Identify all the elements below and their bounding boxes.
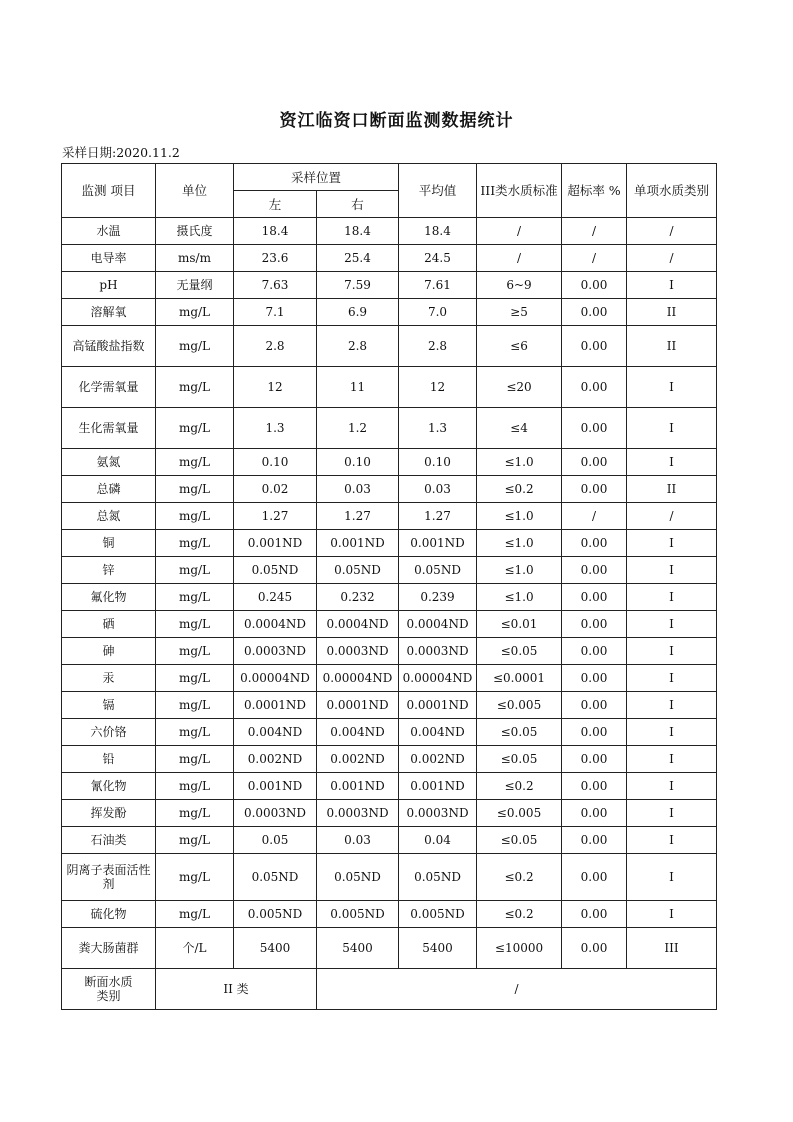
category-cell: I <box>627 611 717 638</box>
standard-cell: ≤1.0 <box>477 503 562 530</box>
category-cell: I <box>627 719 717 746</box>
right-value-cell: 0.0001ND <box>317 692 399 719</box>
table-row <box>62 299 717 326</box>
exceed-rate-cell: 0.00 <box>562 638 627 665</box>
average-cell: 0.005ND <box>399 901 477 928</box>
category-cell: I <box>627 800 717 827</box>
category-cell: I <box>627 665 717 692</box>
item-cell: 汞 <box>62 665 156 692</box>
item-cell: 溶解氧 <box>62 299 156 326</box>
left-value-cell: 0.002ND <box>234 746 317 773</box>
table-row <box>62 928 717 969</box>
left-value-cell: 1.27 <box>234 503 317 530</box>
standard-cell: / <box>477 218 562 245</box>
standard-cell: / <box>477 245 562 272</box>
unit-cell: mg/L <box>156 665 234 692</box>
left-value-cell: 1.3 <box>234 408 317 449</box>
category-cell: I <box>627 272 717 299</box>
exceed-rate-cell: / <box>562 218 627 245</box>
category-cell: I <box>627 408 717 449</box>
average-cell: 0.239 <box>399 584 477 611</box>
average-cell: 18.4 <box>399 218 477 245</box>
header-right: 右 <box>317 191 399 218</box>
unit-cell: mg/L <box>156 746 234 773</box>
table-row <box>62 367 717 408</box>
table-row <box>62 408 717 449</box>
exceed-rate-cell: 0.00 <box>562 557 627 584</box>
category-cell: II <box>627 326 717 367</box>
standard-cell: ≤0.0001 <box>477 665 562 692</box>
table-row <box>62 611 717 638</box>
table-row <box>62 326 717 367</box>
standard-cell: ≤0.2 <box>477 476 562 503</box>
table-row <box>62 218 717 245</box>
left-value-cell: 0.00004ND <box>234 665 317 692</box>
average-cell: 1.27 <box>399 503 477 530</box>
standard-cell: ≤1.0 <box>477 584 562 611</box>
exceed-rate-cell: 0.00 <box>562 299 627 326</box>
average-cell: 0.001ND <box>399 530 477 557</box>
right-value-cell: 6.9 <box>317 299 399 326</box>
table-row <box>62 272 717 299</box>
unit-cell: mg/L <box>156 557 234 584</box>
category-cell: I <box>627 584 717 611</box>
table-row <box>62 557 717 584</box>
exceed-rate-cell: / <box>562 245 627 272</box>
item-cell: 电导率 <box>62 245 156 272</box>
unit-cell: mg/L <box>156 719 234 746</box>
item-cell: 化学需氧量 <box>62 367 156 408</box>
right-value-cell: 0.0003ND <box>317 800 399 827</box>
left-value-cell: 0.0004ND <box>234 611 317 638</box>
exceed-rate-cell: 0.00 <box>562 611 627 638</box>
exceed-rate-cell: 0.00 <box>562 901 627 928</box>
item-cell: 氟化物 <box>62 584 156 611</box>
table-row <box>62 665 717 692</box>
left-value-cell: 18.4 <box>234 218 317 245</box>
item-cell: 六价铬 <box>62 719 156 746</box>
exceed-rate-cell: 0.00 <box>562 530 627 557</box>
right-value-cell: 0.232 <box>317 584 399 611</box>
right-value-cell: 0.00004ND <box>317 665 399 692</box>
left-value-cell: 0.05ND <box>234 557 317 584</box>
right-value-cell: 25.4 <box>317 245 399 272</box>
category-cell: II <box>627 299 717 326</box>
right-value-cell: 5400 <box>317 928 399 969</box>
right-value-cell: 18.4 <box>317 218 399 245</box>
left-value-cell: 0.0001ND <box>234 692 317 719</box>
section-category-label: 断面水质类别 <box>62 969 156 1010</box>
average-cell: 7.61 <box>399 272 477 299</box>
table-row <box>62 530 717 557</box>
item-cell: 砷 <box>62 638 156 665</box>
exceed-rate-cell: 0.00 <box>562 326 627 367</box>
header-item: 监测 项目 <box>62 164 156 218</box>
unit-cell: mg/L <box>156 367 234 408</box>
item-cell: 铜 <box>62 530 156 557</box>
standard-cell: ≤0.05 <box>477 827 562 854</box>
item-cell: 粪大肠菌群 <box>62 928 156 969</box>
right-value-cell: 7.59 <box>317 272 399 299</box>
header-standard: III类水质标准 <box>477 164 562 218</box>
unit-cell: mg/L <box>156 692 234 719</box>
category-cell: / <box>627 218 717 245</box>
left-value-cell: 0.0003ND <box>234 800 317 827</box>
header-row-1 <box>62 164 717 191</box>
table-row <box>62 719 717 746</box>
exceed-rate-cell: 0.00 <box>562 854 627 901</box>
right-value-cell: 0.005ND <box>317 901 399 928</box>
right-value-cell: 0.05ND <box>317 557 399 584</box>
exceed-rate-cell: 0.00 <box>562 367 627 408</box>
footer-row <box>62 969 717 1010</box>
category-cell: I <box>627 692 717 719</box>
standard-cell: 6~9 <box>477 272 562 299</box>
item-cell: 氰化物 <box>62 773 156 800</box>
left-value-cell: 0.004ND <box>234 719 317 746</box>
item-cell: 总磷 <box>62 476 156 503</box>
exceed-rate-cell: 0.00 <box>562 584 627 611</box>
standard-cell: ≤4 <box>477 408 562 449</box>
table-row <box>62 638 717 665</box>
unit-cell: mg/L <box>156 584 234 611</box>
standard-cell: ≤6 <box>477 326 562 367</box>
unit-cell: 个/L <box>156 928 234 969</box>
table-row <box>62 854 717 901</box>
unit-cell: mg/L <box>156 476 234 503</box>
average-cell: 2.8 <box>399 326 477 367</box>
item-cell: 铅 <box>62 746 156 773</box>
exceed-rate-cell: 0.00 <box>562 272 627 299</box>
header-category: 单项水质类别 <box>627 164 717 218</box>
unit-cell: mg/L <box>156 638 234 665</box>
left-value-cell: 12 <box>234 367 317 408</box>
exceed-rate-cell: 0.00 <box>562 665 627 692</box>
average-cell: 0.04 <box>399 827 477 854</box>
unit-cell: mg/L <box>156 299 234 326</box>
left-value-cell: 0.05 <box>234 827 317 854</box>
category-cell: III <box>627 928 717 969</box>
table-row <box>62 827 717 854</box>
unit-cell: mg/L <box>156 827 234 854</box>
standard-cell: ≤10000 <box>477 928 562 969</box>
standard-cell: ≤0.05 <box>477 638 562 665</box>
item-cell: 水温 <box>62 218 156 245</box>
exceed-rate-cell: / <box>562 503 627 530</box>
exceed-rate-cell: 0.00 <box>562 408 627 449</box>
unit-cell: mg/L <box>156 773 234 800</box>
exceed-rate-cell: 0.00 <box>562 746 627 773</box>
standard-cell: ≤0.2 <box>477 901 562 928</box>
unit-cell: mg/L <box>156 854 234 901</box>
header-average: 平均值 <box>399 164 477 218</box>
category-cell: / <box>627 503 717 530</box>
standard-cell: ≤1.0 <box>477 557 562 584</box>
left-value-cell: 23.6 <box>234 245 317 272</box>
category-cell: I <box>627 773 717 800</box>
standard-cell: ≤0.005 <box>477 800 562 827</box>
right-value-cell: 2.8 <box>317 326 399 367</box>
average-cell: 0.03 <box>399 476 477 503</box>
unit-cell: 无量纲 <box>156 272 234 299</box>
average-cell: 0.05ND <box>399 557 477 584</box>
table-row <box>62 746 717 773</box>
header-left: 左 <box>234 191 317 218</box>
left-value-cell: 0.001ND <box>234 530 317 557</box>
exceed-rate-cell: 0.00 <box>562 773 627 800</box>
standard-cell: ≤1.0 <box>477 530 562 557</box>
item-cell: 锌 <box>62 557 156 584</box>
average-cell: 0.002ND <box>399 746 477 773</box>
average-cell: 0.0001ND <box>399 692 477 719</box>
item-cell: 总氮 <box>62 503 156 530</box>
right-value-cell: 0.002ND <box>317 746 399 773</box>
header-unit: 单位 <box>156 164 234 218</box>
category-cell: I <box>627 557 717 584</box>
standard-cell: ≤0.05 <box>477 719 562 746</box>
unit-cell: mg/L <box>156 901 234 928</box>
left-value-cell: 0.02 <box>234 476 317 503</box>
table-row <box>62 692 717 719</box>
unit-cell: mg/L <box>156 611 234 638</box>
category-cell: II <box>627 476 717 503</box>
average-cell: 0.0003ND <box>399 638 477 665</box>
item-cell: 阴离子表面活性剂 <box>62 854 156 901</box>
unit-cell: mg/L <box>156 326 234 367</box>
right-value-cell: 0.03 <box>317 827 399 854</box>
standard-cell: ≤0.05 <box>477 746 562 773</box>
exceed-rate-cell: 0.00 <box>562 476 627 503</box>
page-title: 资江临资口断面监测数据统计 <box>279 111 514 131</box>
table-row <box>62 773 717 800</box>
item-cell: 镉 <box>62 692 156 719</box>
right-value-cell: 0.03 <box>317 476 399 503</box>
average-cell: 0.001ND <box>399 773 477 800</box>
monitoring-table <box>61 163 717 1010</box>
exceed-rate-cell: 0.00 <box>562 928 627 969</box>
sample-date: 采样日期:2020.11.2 <box>62 145 180 160</box>
left-value-cell: 2.8 <box>234 326 317 367</box>
standard-cell: ≤1.0 <box>477 449 562 476</box>
right-value-cell: 1.2 <box>317 408 399 449</box>
category-cell: I <box>627 367 717 408</box>
category-cell: I <box>627 530 717 557</box>
item-cell: 氨氮 <box>62 449 156 476</box>
right-value-cell: 0.05ND <box>317 854 399 901</box>
right-value-cell: 0.0003ND <box>317 638 399 665</box>
unit-cell: mg/L <box>156 503 234 530</box>
average-cell: 24.5 <box>399 245 477 272</box>
unit-cell: mg/L <box>156 408 234 449</box>
category-cell: / <box>627 245 717 272</box>
right-value-cell: 0.004ND <box>317 719 399 746</box>
table-row <box>62 245 717 272</box>
table-row <box>62 503 717 530</box>
unit-cell: mg/L <box>156 530 234 557</box>
item-cell: 硒 <box>62 611 156 638</box>
standard-cell: ≤0.2 <box>477 773 562 800</box>
left-value-cell: 7.1 <box>234 299 317 326</box>
right-value-cell: 0.0004ND <box>317 611 399 638</box>
item-cell: 生化需氧量 <box>62 408 156 449</box>
average-cell: 0.10 <box>399 449 477 476</box>
item-cell: 挥发酚 <box>62 800 156 827</box>
left-value-cell: 5400 <box>234 928 317 969</box>
section-category-value: II 类 <box>156 969 317 1010</box>
table-row <box>62 449 717 476</box>
left-value-cell: 0.0003ND <box>234 638 317 665</box>
section-category-remark: / <box>317 969 717 1010</box>
exceed-rate-cell: 0.00 <box>562 827 627 854</box>
standard-cell: ≤20 <box>477 367 562 408</box>
average-cell: 0.004ND <box>399 719 477 746</box>
right-value-cell: 1.27 <box>317 503 399 530</box>
category-cell: I <box>627 854 717 901</box>
table-row <box>62 800 717 827</box>
exceed-rate-cell: 0.00 <box>562 719 627 746</box>
right-value-cell: 0.001ND <box>317 773 399 800</box>
average-cell: 0.00004ND <box>399 665 477 692</box>
category-cell: I <box>627 827 717 854</box>
left-value-cell: 0.005ND <box>234 901 317 928</box>
average-cell: 0.05ND <box>399 854 477 901</box>
header-exceed-rate: 超标率 % <box>562 164 627 218</box>
exceed-rate-cell: 0.00 <box>562 692 627 719</box>
unit-cell: ms/m <box>156 245 234 272</box>
standard-cell: ≥5 <box>477 299 562 326</box>
unit-cell: mg/L <box>156 449 234 476</box>
category-cell: I <box>627 901 717 928</box>
table-row <box>62 476 717 503</box>
left-value-cell: 0.001ND <box>234 773 317 800</box>
unit-cell: 摄氏度 <box>156 218 234 245</box>
item-cell: 高锰酸盐指数 <box>62 326 156 367</box>
unit-cell: mg/L <box>156 800 234 827</box>
standard-cell: ≤0.01 <box>477 611 562 638</box>
exceed-rate-cell: 0.00 <box>562 800 627 827</box>
left-value-cell: 7.63 <box>234 272 317 299</box>
header-position: 采样位置 <box>234 164 399 191</box>
left-value-cell: 0.05ND <box>234 854 317 901</box>
item-cell: 硫化物 <box>62 901 156 928</box>
average-cell: 1.3 <box>399 408 477 449</box>
left-value-cell: 0.245 <box>234 584 317 611</box>
table-row <box>62 901 717 928</box>
average-cell: 5400 <box>399 928 477 969</box>
right-value-cell: 0.001ND <box>317 530 399 557</box>
table-row <box>62 584 717 611</box>
item-cell: 石油类 <box>62 827 156 854</box>
standard-cell: ≤0.005 <box>477 692 562 719</box>
left-value-cell: 0.10 <box>234 449 317 476</box>
exceed-rate-cell: 0.00 <box>562 449 627 476</box>
average-cell: 0.0004ND <box>399 611 477 638</box>
category-cell: I <box>627 449 717 476</box>
right-value-cell: 11 <box>317 367 399 408</box>
category-cell: I <box>627 746 717 773</box>
category-cell: I <box>627 638 717 665</box>
standard-cell: ≤0.2 <box>477 854 562 901</box>
item-cell: pH <box>62 272 156 299</box>
average-cell: 12 <box>399 367 477 408</box>
right-value-cell: 0.10 <box>317 449 399 476</box>
average-cell: 0.0003ND <box>399 800 477 827</box>
average-cell: 7.0 <box>399 299 477 326</box>
